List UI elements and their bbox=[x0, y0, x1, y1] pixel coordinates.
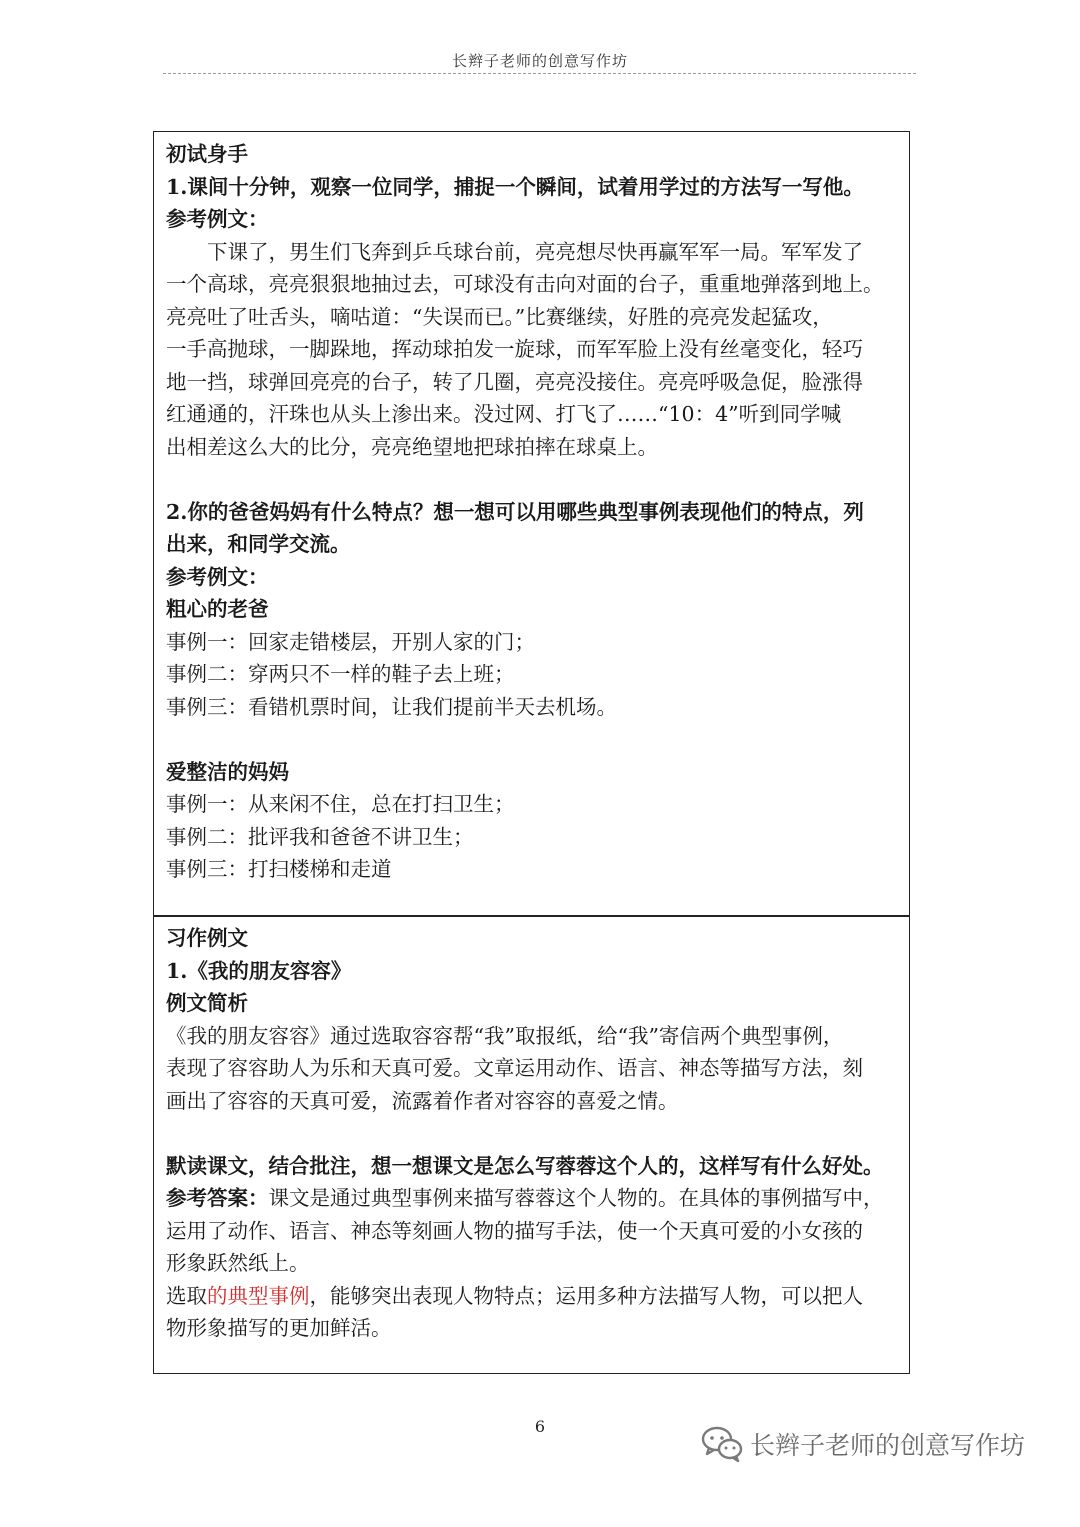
example-line: 下课了，男生们飞奔到乒乓球台前，亮亮想尽快再赢军军一局。军军发了 bbox=[207, 239, 863, 264]
dad-title: 粗心的老爸 bbox=[166, 597, 269, 621]
answer-line: 运用了动作、语言、神态等刻画人物的描写手法，使一个天真可爱的小女孩的 bbox=[166, 1218, 863, 1243]
mom-example: 事例三：打扫楼梯和走道 bbox=[166, 857, 392, 881]
essay-title: 1.《我的朋友容容》 bbox=[166, 958, 352, 983]
practice-box bbox=[153, 131, 910, 917]
summary-text: ，能够突出表现人物特点；运用多种方法描写人物，可以把人 bbox=[309, 1283, 863, 1308]
example-line: 亮亮吐了吐舌头，嘀咕道：“失误而已。”比赛继续，好胜的亮亮发起猛攻， bbox=[166, 304, 833, 329]
highlighted-text: 的典型事例 bbox=[207, 1283, 310, 1308]
analysis-line: 《我的朋友容容》通过选取容容帮“我”取报纸，给“我”寄信两个典型事例， bbox=[166, 1023, 844, 1048]
question-2: 出来，和同学交流。 bbox=[166, 532, 351, 556]
example-line: 一手高抛球，一脚跺地，挥动球拍发一旋球，而军军脸上没有丝毫变化，轻巧 bbox=[166, 337, 863, 361]
header-divider bbox=[163, 73, 916, 74]
mom-title: 爱整洁的妈妈 bbox=[166, 759, 289, 784]
example-line: 地一挡，球弹回亮亮的台子，转了几圈，亮亮没接住。亮亮呼吸急促，脸涨得 bbox=[166, 369, 863, 394]
reference-label: 参考例文： bbox=[166, 207, 269, 231]
spacer bbox=[166, 463, 897, 496]
running-header: 长辫子老师的创意写作坊 bbox=[451, 52, 628, 70]
answer-line bbox=[166, 1182, 897, 1215]
summary-text: 选取 bbox=[166, 1283, 207, 1308]
section-heading: 初试身手 bbox=[166, 142, 248, 166]
mom-example: 事例二：批评我和爸爸不讲卫生； bbox=[166, 824, 474, 849]
wechat-icon bbox=[700, 1424, 744, 1464]
reference-label: 参考例文： bbox=[166, 564, 269, 589]
dad-example: 事例二：穿两只不一样的鞋子去上班； bbox=[166, 662, 515, 686]
example-essay-box bbox=[153, 915, 910, 1374]
question-2: 2.你的爸爸妈妈有什么特点？想一想可以用哪些典型事例表现他们的特点，列 bbox=[166, 499, 864, 524]
spacer bbox=[166, 723, 897, 756]
watermark bbox=[700, 1424, 1025, 1464]
analysis-line: 画出了容容的天真可爱，流露着作者对容容的喜爱之情。 bbox=[166, 1088, 679, 1113]
summary-line bbox=[166, 1280, 897, 1313]
answer-label: 参考答案： bbox=[166, 1186, 269, 1210]
answer-text: 课文是通过典型事例来描写蓉蓉这个人物的。在具体的事例描写中， bbox=[268, 1186, 884, 1210]
dad-example: 事例一：回家走错楼层，开别人家的门； bbox=[166, 629, 535, 654]
example-line: 出相差这么大的比分，亮亮绝望地把球拍摔在球桌上。 bbox=[166, 434, 658, 459]
dad-example: 事例三：看错机票时间，让我们提前半天去机场。 bbox=[166, 694, 617, 719]
question-1: 1.课间十分钟，观察一位同学，捕捉一个瞬间，试着用学过的方法写一写他。 bbox=[166, 174, 864, 199]
answer-line: 形象跃然纸上。 bbox=[166, 1251, 310, 1275]
example-line: 红通通的，汗珠也从头上渗出来。没过网、打飞了……“10：4”听到同学喊 bbox=[166, 402, 842, 426]
reading-question: 默读课文，结合批注，想一想课文是怎么写蓉蓉这个人的，这样写有什么好处。 bbox=[166, 1153, 884, 1178]
summary-line: 物形象描写的更加鲜活。 bbox=[166, 1316, 392, 1340]
spacer bbox=[166, 1117, 897, 1150]
section-heading: 习作例文 bbox=[166, 926, 248, 950]
analysis-label: 例文简析 bbox=[166, 991, 248, 1015]
watermark-text: 长辫子老师的创意写作坊 bbox=[750, 1431, 1026, 1460]
page-number: 6 bbox=[534, 1417, 546, 1436]
analysis-line: 表现了容容助人为乐和天真可爱。文章运用动作、语言、神态等描写方法，刻 bbox=[166, 1056, 863, 1080]
mom-example: 事例一：从来闲不住，总在打扫卫生； bbox=[166, 792, 515, 816]
example-line: 一个高球，亮亮狠狠地抽过去，可球没有击向对面的台子，重重地弹落到地上。 bbox=[166, 272, 884, 296]
